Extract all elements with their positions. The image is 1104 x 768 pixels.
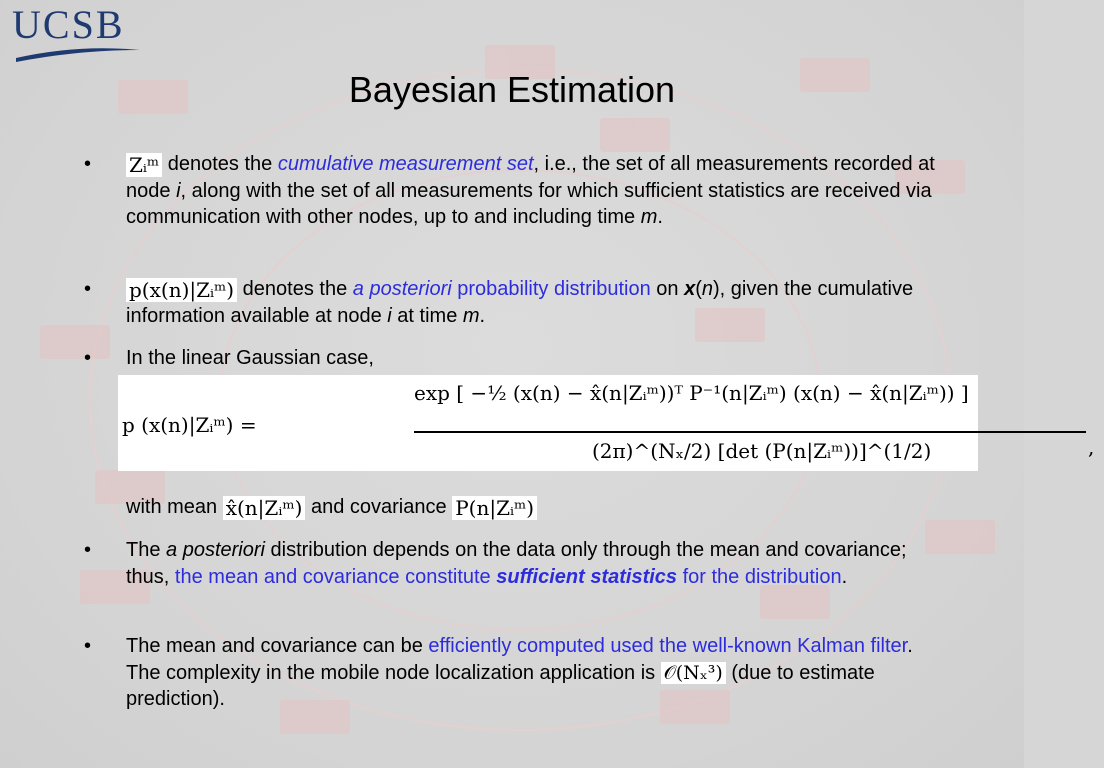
text: The bbox=[126, 539, 167, 561]
bullet-3-text: In the linear Gaussian case, bbox=[126, 347, 374, 369]
text: and covariance bbox=[305, 496, 453, 518]
var-i: i bbox=[176, 179, 181, 202]
math-covariance: P(n|Zᵢᵐ) bbox=[452, 496, 537, 520]
text: denotes the bbox=[237, 278, 353, 300]
text: , i.e., the set of all measurements recorded at node bbox=[126, 153, 935, 202]
var-n: n bbox=[701, 278, 713, 300]
highlight-cumulative-measurement-set: cumulative measurement set bbox=[277, 153, 534, 175]
text: . The complexity in the mobile node localization application is bbox=[126, 635, 913, 684]
highlight-kalman-filter: efficiently computed used the well-known Kalman filter bbox=[428, 635, 908, 657]
math-posterior: p(x(n)|Zᵢᵐ) bbox=[126, 278, 237, 302]
text: with mean bbox=[126, 496, 223, 518]
equation-denominator: (2π)^(Nₓ/2) [det (P(n|Zᵢᵐ))]^(1/2) bbox=[592, 439, 932, 463]
ucsb-logo bbox=[12, 4, 144, 62]
var-m: m bbox=[462, 304, 480, 327]
text: ( bbox=[695, 278, 702, 300]
bullet-2-text bbox=[126, 276, 946, 329]
bullet-marker: • bbox=[84, 347, 92, 369]
text: . bbox=[657, 206, 663, 228]
bullet-4-text bbox=[126, 537, 946, 590]
mean-covariance-text bbox=[126, 494, 946, 521]
bullet-5-text bbox=[126, 633, 946, 713]
text: . bbox=[479, 304, 486, 327]
bullet-marker: • bbox=[84, 539, 92, 561]
a-posteriori: a posteriori bbox=[166, 539, 265, 561]
highlight-mean-covariance: the mean and covariance constitute bbox=[174, 565, 497, 588]
bullet-marker: • bbox=[84, 153, 92, 175]
equation-lhs: p (x(n)|Zᵢᵐ) = bbox=[122, 413, 257, 437]
text: , along with the set of all measurements for which sufficient statistics are received via communication with other nodes, up to and including time bbox=[126, 179, 932, 228]
text: . bbox=[841, 565, 848, 588]
slide-title: Bayesian Estimation bbox=[348, 69, 676, 110]
highlight-probability-distribution: probability distribution bbox=[451, 278, 651, 300]
highlight-sufficient-statistics: sufficient statistics bbox=[496, 565, 678, 588]
math-mean: x̂(n|Zᵢᵐ) bbox=[223, 496, 306, 520]
text: denotes the bbox=[162, 153, 278, 175]
text: ), given the cumulative information available at node bbox=[126, 278, 914, 327]
math-complexity: 𝒪(Nₓ³) bbox=[661, 662, 726, 684]
text: distribution depends on the data only through the mean and covariance; thus, bbox=[126, 539, 907, 588]
fraction-bar bbox=[414, 431, 1086, 433]
logo-swoosh-icon bbox=[12, 42, 144, 64]
gaussian-equation bbox=[118, 375, 1095, 471]
bullet-marker: • bbox=[84, 278, 92, 300]
var-m: m bbox=[640, 206, 658, 228]
bullet-1-text bbox=[126, 151, 946, 231]
text: The mean and covariance can be bbox=[126, 635, 429, 657]
text: (due to estimate prediction). bbox=[126, 661, 875, 710]
math-z-i-m: Zᵢᵐ bbox=[126, 153, 162, 177]
var-i: i bbox=[387, 304, 392, 327]
highlight-a-posteriori: a posteriori bbox=[352, 278, 452, 300]
equation-comma: , bbox=[1088, 435, 1095, 459]
var-x: x bbox=[684, 278, 696, 300]
highlight-for-distribution: for the distribution bbox=[677, 565, 842, 588]
bullet-marker: • bbox=[84, 635, 92, 657]
equation-numerator: exp [ −½ (x(n) − x̂(n|Zᵢᵐ))ᵀ P⁻¹(n|Zᵢᵐ) (x(n) − x̂(n|Zᵢᵐ)) ] bbox=[414, 381, 969, 405]
text: at time bbox=[391, 304, 463, 327]
logo-text: UCSB bbox=[12, 2, 125, 47]
text: on bbox=[650, 278, 685, 300]
